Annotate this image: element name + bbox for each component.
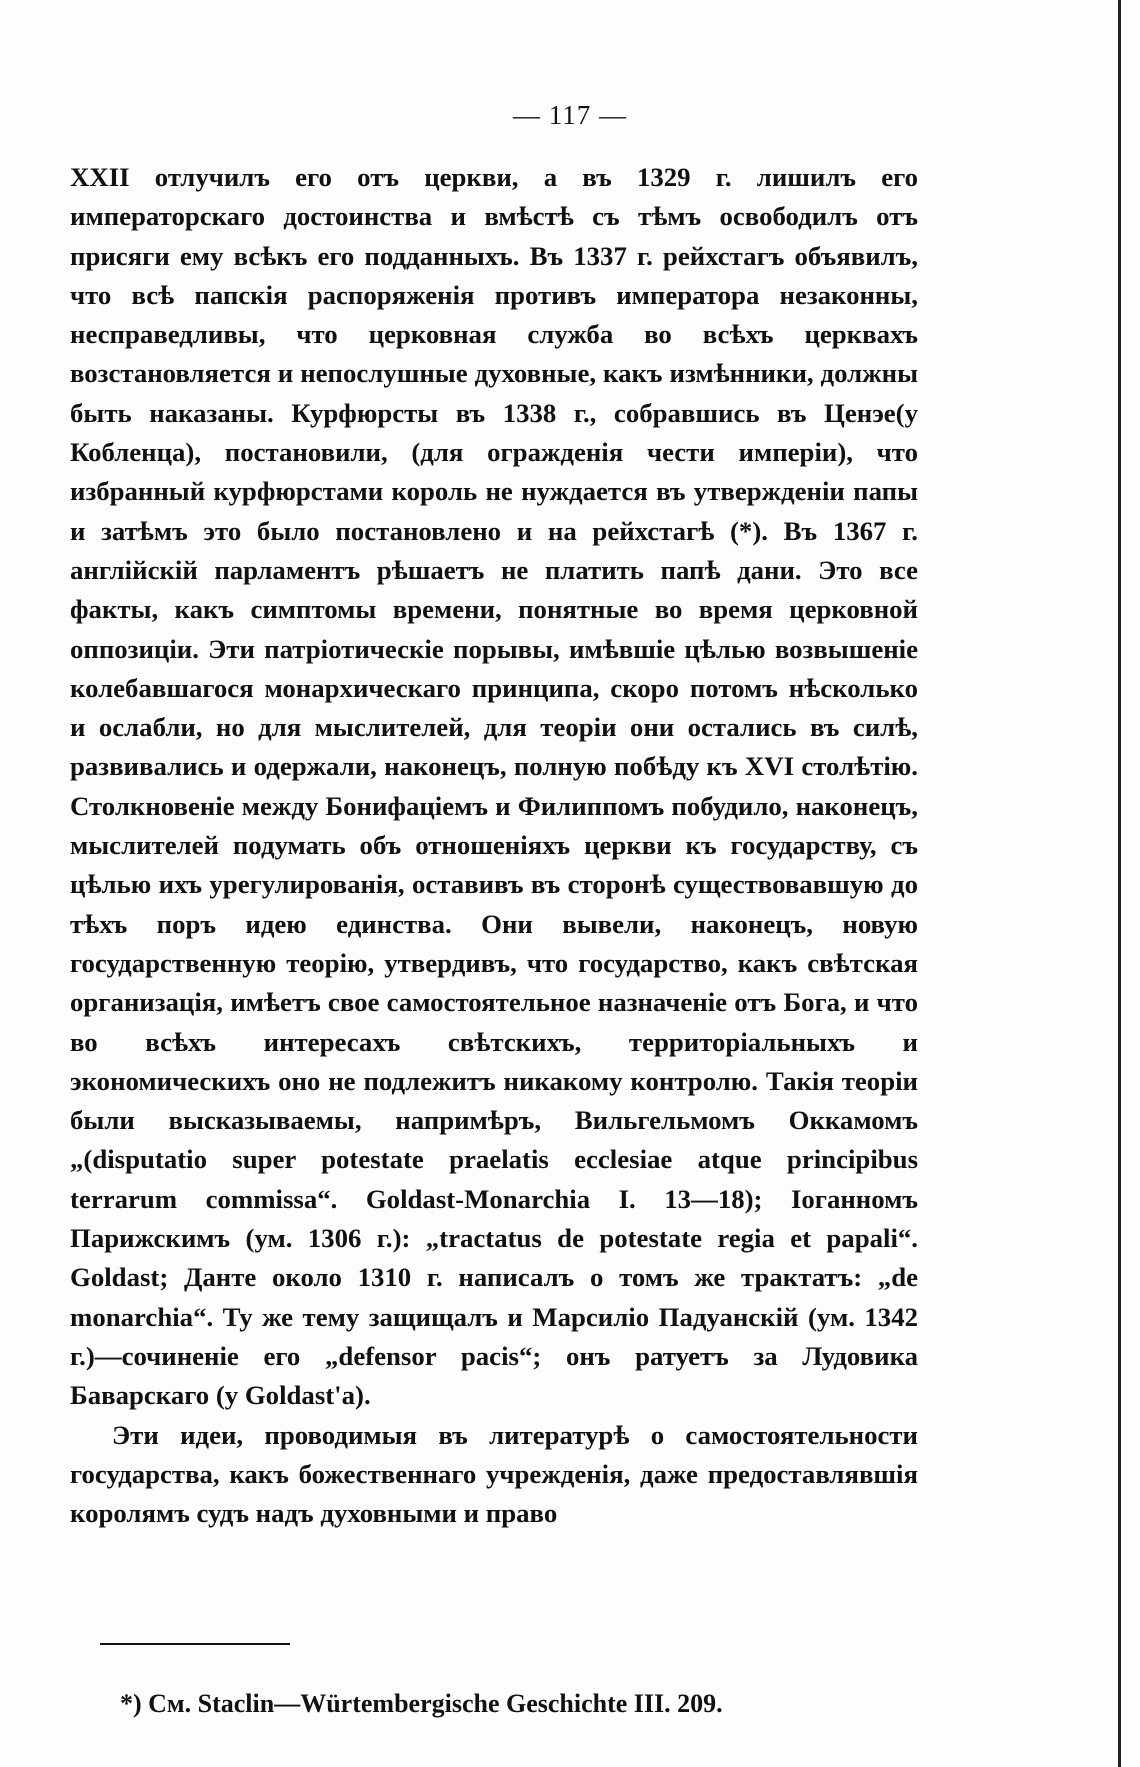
- page-edge-line: [1118, 0, 1121, 1767]
- paragraph-1: XXII отлучилъ его отъ церкви, а въ 1329 г. лишилъ его императорскаго достоинства и вмѣстѣ съ тѣмъ освободилъ отъ присяги ему всѣкъ его подданныхъ. Въ 1337 г. рейхстагъ объявилъ, что всѣ папскія распоряженія противъ императора незаконны, несправедливы, что церковная служба во всѣхъ церквахъ возстановляется и непослушные духовные, какъ измѣнники, должны быть наказаны. Курфюрсты въ 1338 г., собравшись въ Ценэе(у Кобленца), постановили, (для огражденія чести имперіи), что избранный курфюрстами король не нуждается въ утвержденіи папы и затѣмъ это было постановлено и на рейхстагѣ (*). Въ 1367 г. англійскій парламентъ рѣшаетъ не платить папѣ дани. Это все факты, какъ симптомы времени, понятные во время церковной оппозиціи. Эти патріотическіе порывы, имѣвшіе цѣлью возвышеніе колебавшагося монархическаго принципа, скоро потомъ нѣсколько и ослабли, но для мыслителей, для теоріи они остались въ силѣ, развивались и одержали, наконецъ, полную побѣду къ XVI столѣтію. Столкновеніе между Бонифаціемъ и Филиппомъ побудило, наконецъ, мыслителей подумать объ отношеніяхъ церкви къ государству, съ цѣлью ихъ урегулированія, оставивъ въ сторонѣ существовавшую до тѣхъ поръ идею единства. Они вывели, наконецъ, новую государственную теорію, утвердивъ, что государство, какъ свѣтская организація, имѣетъ свое самостоятельное назначеніе отъ Бога, и что во всѣхъ интересахъ свѣтскихъ, территоріальныхъ и экономическихъ оно не подлежитъ никакому контролю. Такія теоріи были высказываемы, напримѣръ, Вильгельмомъ Оккамомъ „(disputatio super potestate praelatis ecclesiae atque principibus terrarum commissa“. Goldast-Monarchia I. 13—18); Іоганномъ Парижскимъ (ум. 1306 г.): „tractatus de potestate regia et papali“. Goldast; Данте около 1310 г. написалъ о томъ же трактатъ: „de monarchia“. Ту же тему защищалъ и Марсиліо Падуанскій (ум. 1342 г.)—сочиненіе его „defensor pacis“; онъ ратуетъ за Лудовика Баварскаго (у Goldast'а).: [70, 162, 918, 1411]
- paragraph-2: Эти идеи, проводимыя въ литературѣ о самостоятельности государства, какъ божественнаго учрежденія, даже предоставлявшія королямъ судъ надъ духовными и право: [70, 1419, 918, 1529]
- page-body: [70, 158, 918, 1533]
- footnote: *) См. Staclin—Würtembergische Geschichte III. 209.: [120, 1689, 723, 1718]
- page-number: — 117 —: [513, 100, 627, 130]
- footnote-rule: [100, 1643, 290, 1645]
